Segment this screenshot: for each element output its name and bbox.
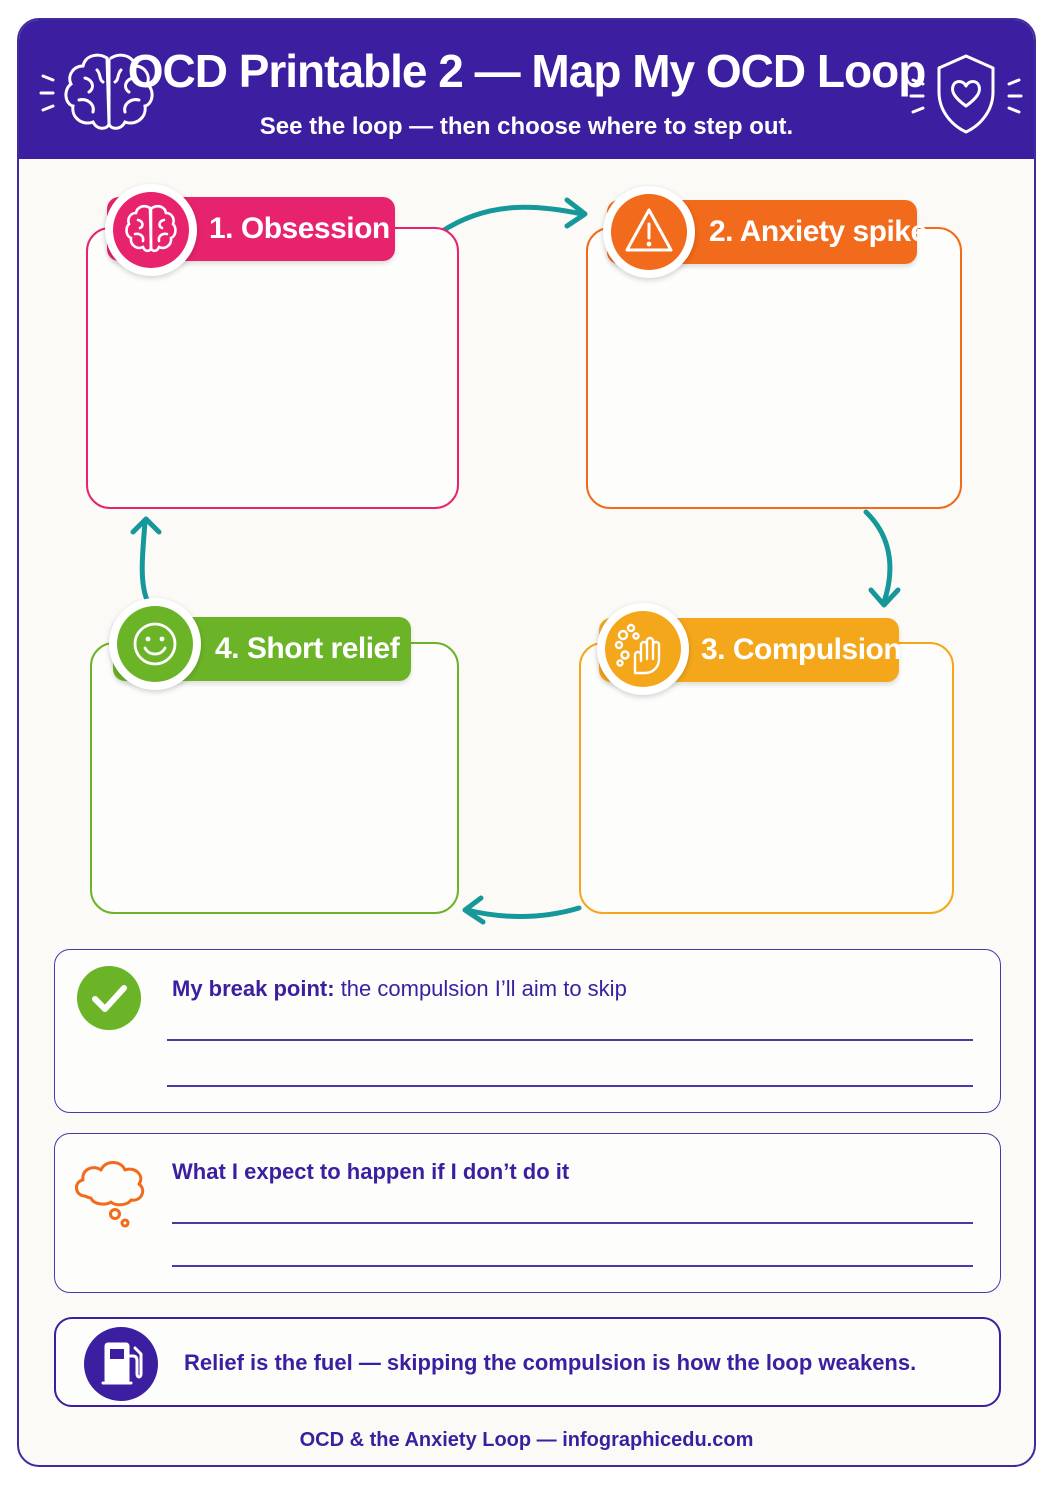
checkmark-icon — [75, 964, 143, 1032]
break-point-write-line-2[interactable] — [167, 1085, 973, 1087]
break-point-label — [172, 976, 627, 1002]
compulsion-badge — [597, 603, 689, 695]
thought-cloud-icon — [71, 1148, 149, 1230]
expectation-write-line-2[interactable] — [172, 1265, 973, 1267]
relief-fuel-note-text: Relief is the fuel — skipping the compulsion is how the loop weakens. — [184, 1350, 917, 1375]
anxiety-spike-badge — [603, 186, 695, 278]
arrow-relief-to-obsession — [142, 522, 147, 600]
compulsion-tab: 3. Compulsion — [599, 618, 899, 682]
hand-washing-icon — [605, 611, 681, 687]
relief-fuel-note — [54, 1317, 1001, 1407]
break-point-label-rest: the compulsion I’ll aim to skip — [334, 976, 627, 1001]
anxiety-spike-tab: 2. Anxiety spike — [607, 200, 917, 264]
expectation-write-line-1[interactable] — [172, 1222, 973, 1224]
page-subtitle: See the loop — then choose where to step out. — [259, 113, 794, 140]
page-title: OCD Printable 2 — Map My OCD Loop — [127, 45, 926, 97]
smiley-icon — [117, 606, 193, 682]
arrow-compulsion-to-relief — [467, 908, 579, 917]
arrow-obsession-to-anxiety — [441, 207, 582, 232]
break-point-panel — [54, 949, 1001, 1113]
warning-icon — [611, 194, 687, 270]
obsession-tab: 1. Obsession — [107, 197, 395, 261]
break-point-write-line-1[interactable] — [167, 1039, 973, 1041]
expectation-label: What I expect to happen if I don’t do it — [172, 1159, 570, 1184]
fuel-pump-icon — [83, 1326, 159, 1402]
worksheet — [17, 18, 1036, 1467]
short-relief-badge — [109, 598, 201, 690]
expectation-panel — [54, 1133, 1001, 1293]
footer-credit: OCD & the Anxiety Loop — infographicedu.com — [299, 1429, 754, 1451]
obsession-badge — [105, 184, 197, 276]
brain-icon — [113, 192, 189, 268]
short-relief-tab: 4. Short relief — [113, 617, 411, 681]
break-point-label-bold: My break point: — [172, 976, 335, 1001]
